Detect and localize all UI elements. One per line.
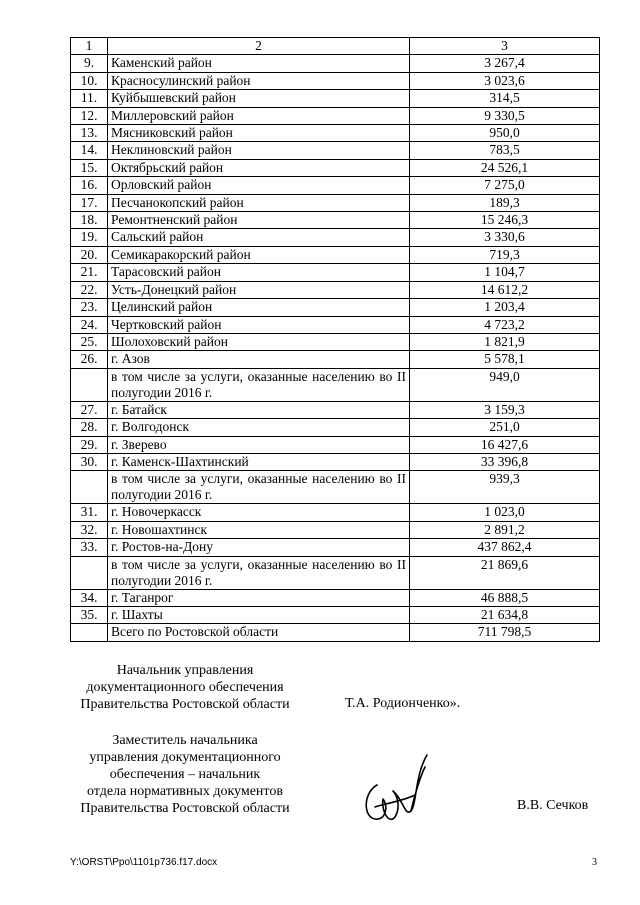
row-name: Шолоховский район bbox=[108, 333, 410, 350]
row-number: 9. bbox=[71, 55, 108, 72]
row-value: 437 862,4 bbox=[410, 539, 600, 556]
row-number: 28. bbox=[71, 419, 108, 436]
row-number: 25. bbox=[71, 333, 108, 350]
row-value: 939,3 bbox=[410, 471, 600, 504]
row-value: 189,3 bbox=[410, 194, 600, 211]
signatory-2-title-line: обеспечения – начальник bbox=[109, 767, 261, 782]
signatory-1-title bbox=[60, 662, 310, 713]
table-row bbox=[71, 401, 600, 418]
row-name: г. Шахты bbox=[108, 606, 410, 623]
row-name: Всего по Ростовской области bbox=[108, 624, 410, 641]
row-value: 314,5 bbox=[410, 90, 600, 107]
table-row bbox=[71, 589, 600, 606]
table-row bbox=[71, 229, 600, 246]
row-number bbox=[71, 556, 108, 589]
row-number: 26. bbox=[71, 351, 108, 368]
row-value: 21 634,8 bbox=[410, 606, 600, 623]
row-value: 3 023,6 bbox=[410, 72, 600, 89]
row-name: г. Батайск bbox=[108, 401, 410, 418]
table-row bbox=[71, 72, 600, 89]
table-row bbox=[71, 316, 600, 333]
signatory-1-name: Т.А. Родионченко». bbox=[345, 696, 461, 711]
table-subrow bbox=[71, 368, 600, 401]
table-row bbox=[71, 436, 600, 453]
row-value: 46 888,5 bbox=[410, 589, 600, 606]
row-value: 949,0 bbox=[410, 368, 600, 401]
footer-file-path: Y:\ORST\Ppo\1101p736.f17.docx bbox=[70, 857, 218, 868]
table-subrow bbox=[71, 471, 600, 504]
row-number: 33. bbox=[71, 539, 108, 556]
table-row bbox=[71, 606, 600, 623]
row-number: 21. bbox=[71, 264, 108, 281]
row-number: 30. bbox=[71, 453, 108, 470]
signatory-2-title-line: управления документационного bbox=[89, 750, 281, 765]
row-name: Куйбышевский район bbox=[108, 90, 410, 107]
row-name: Целинский район bbox=[108, 299, 410, 316]
row-value: 14 612,2 bbox=[410, 281, 600, 298]
row-number bbox=[71, 624, 108, 641]
row-name: Миллеровский район bbox=[108, 107, 410, 124]
row-name: Усть-Донецкий район bbox=[108, 281, 410, 298]
row-number: 32. bbox=[71, 521, 108, 538]
table-row bbox=[71, 107, 600, 124]
row-value: 251,0 bbox=[410, 419, 600, 436]
table-row bbox=[71, 194, 600, 211]
row-value: 1 821,9 bbox=[410, 333, 600, 350]
row-name: г. Новочеркасск bbox=[108, 504, 410, 521]
row-value: 950,0 bbox=[410, 125, 600, 142]
row-number: 34. bbox=[71, 589, 108, 606]
signatory-2-title-line: Правительства Ростовской области bbox=[80, 801, 290, 816]
table-row bbox=[71, 125, 600, 142]
row-name: Тарасовский район bbox=[108, 264, 410, 281]
row-number: 12. bbox=[71, 107, 108, 124]
row-value: 3 267,4 bbox=[410, 55, 600, 72]
row-number: 18. bbox=[71, 212, 108, 229]
row-name: Сальский район bbox=[108, 229, 410, 246]
row-name: Каменский район bbox=[108, 55, 410, 72]
row-value: 24 526,1 bbox=[410, 159, 600, 176]
row-name: в том числе за услуги, оказанные населению во II полугодии 2016 г. bbox=[108, 368, 410, 401]
row-number: 22. bbox=[71, 281, 108, 298]
budget-table bbox=[70, 37, 600, 642]
handwritten-signature bbox=[355, 745, 435, 835]
row-name: Чертковский район bbox=[108, 316, 410, 333]
row-value: 1 203,4 bbox=[410, 299, 600, 316]
row-name: Семикаракорский район bbox=[108, 246, 410, 263]
row-value: 16 427,6 bbox=[410, 436, 600, 453]
row-value: 9 330,5 bbox=[410, 107, 600, 124]
table-row bbox=[71, 351, 600, 368]
signatory-1-title-line: Начальник управления bbox=[116, 663, 254, 678]
table-row bbox=[71, 142, 600, 159]
table-row bbox=[71, 55, 600, 72]
row-value: 3 159,3 bbox=[410, 401, 600, 418]
table-body bbox=[71, 38, 600, 642]
row-number: 13. bbox=[71, 125, 108, 142]
table-row bbox=[71, 281, 600, 298]
table-row bbox=[71, 299, 600, 316]
signatory-2-title-line: Заместитель начальника bbox=[112, 733, 258, 748]
row-number bbox=[71, 471, 108, 504]
row-name: Красносулинский район bbox=[108, 72, 410, 89]
signatory-1-title-line: документационного обеспечения bbox=[86, 680, 284, 695]
table-row bbox=[71, 264, 600, 281]
row-number: 11. bbox=[71, 90, 108, 107]
row-number: 10. bbox=[71, 72, 108, 89]
table-row bbox=[71, 333, 600, 350]
row-value: 1 023,0 bbox=[410, 504, 600, 521]
row-number: 20. bbox=[71, 246, 108, 263]
row-number: 17. bbox=[71, 194, 108, 211]
row-value: 4 723,2 bbox=[410, 316, 600, 333]
row-number: 14. bbox=[71, 142, 108, 159]
row-number: 15. bbox=[71, 159, 108, 176]
row-number: 35. bbox=[71, 606, 108, 623]
table-row bbox=[71, 90, 600, 107]
signatory-2-name: В.В. Сечков bbox=[517, 798, 589, 813]
table-row bbox=[71, 453, 600, 470]
signatory-1-title-line: Правительства Ростовской области bbox=[80, 697, 290, 712]
table-row bbox=[71, 521, 600, 538]
row-number: 27. bbox=[71, 401, 108, 418]
row-name: г. Новошахтинск bbox=[108, 521, 410, 538]
row-value: 3 330,6 bbox=[410, 229, 600, 246]
row-value: 7 275,0 bbox=[410, 177, 600, 194]
row-name: Орловский район bbox=[108, 177, 410, 194]
row-number: 23. bbox=[71, 299, 108, 316]
row-value: 1 104,7 bbox=[410, 264, 600, 281]
row-name: г. Волгодонск bbox=[108, 419, 410, 436]
row-name: г. Таганрог bbox=[108, 589, 410, 606]
row-name: г. Зверево bbox=[108, 436, 410, 453]
table-row bbox=[71, 419, 600, 436]
row-number: 24. bbox=[71, 316, 108, 333]
table-row bbox=[71, 212, 600, 229]
row-name: в том числе за услуги, оказанные населению во II полугодии 2016 г. bbox=[108, 556, 410, 589]
table-row bbox=[71, 624, 600, 641]
table-header-row bbox=[71, 38, 600, 55]
row-name: Песчанокопский район bbox=[108, 194, 410, 211]
row-number: 19. bbox=[71, 229, 108, 246]
row-number: 29. bbox=[71, 436, 108, 453]
row-name: г. Ростов-на-Дону bbox=[108, 539, 410, 556]
row-number: 16. bbox=[71, 177, 108, 194]
page-number: 3 bbox=[592, 857, 597, 868]
row-name: г. Азов bbox=[108, 351, 410, 368]
row-name: в том числе за услуги, оказанные населению во II полугодии 2016 г. bbox=[108, 471, 410, 504]
row-name: Октябрьский район bbox=[108, 159, 410, 176]
row-value: 2 891,2 bbox=[410, 521, 600, 538]
row-name: Ремонтненский район bbox=[108, 212, 410, 229]
row-name: Неклиновский район bbox=[108, 142, 410, 159]
table-row bbox=[71, 159, 600, 176]
row-number bbox=[71, 368, 108, 401]
table-row bbox=[71, 504, 600, 521]
row-value: 5 578,1 bbox=[410, 351, 600, 368]
row-value: 33 396,8 bbox=[410, 453, 600, 470]
table-row bbox=[71, 539, 600, 556]
row-value: 711 798,5 bbox=[410, 624, 600, 641]
table-row bbox=[71, 246, 600, 263]
table-subrow bbox=[71, 556, 600, 589]
header-col-1: 1 bbox=[71, 38, 108, 55]
row-name: г. Каменск-Шахтинский bbox=[108, 453, 410, 470]
row-value: 15 246,3 bbox=[410, 212, 600, 229]
row-name: Мясниковский район bbox=[108, 125, 410, 142]
signatory-2-title-line: отдела нормативных документов bbox=[87, 784, 283, 799]
table-row bbox=[71, 177, 600, 194]
row-number: 31. bbox=[71, 504, 108, 521]
row-value: 21 869,6 bbox=[410, 556, 600, 589]
header-col-2: 2 bbox=[108, 38, 410, 55]
header-col-3: 3 bbox=[410, 38, 600, 55]
signatory-2-title bbox=[60, 732, 310, 817]
row-value: 719,3 bbox=[410, 246, 600, 263]
row-value: 783,5 bbox=[410, 142, 600, 159]
